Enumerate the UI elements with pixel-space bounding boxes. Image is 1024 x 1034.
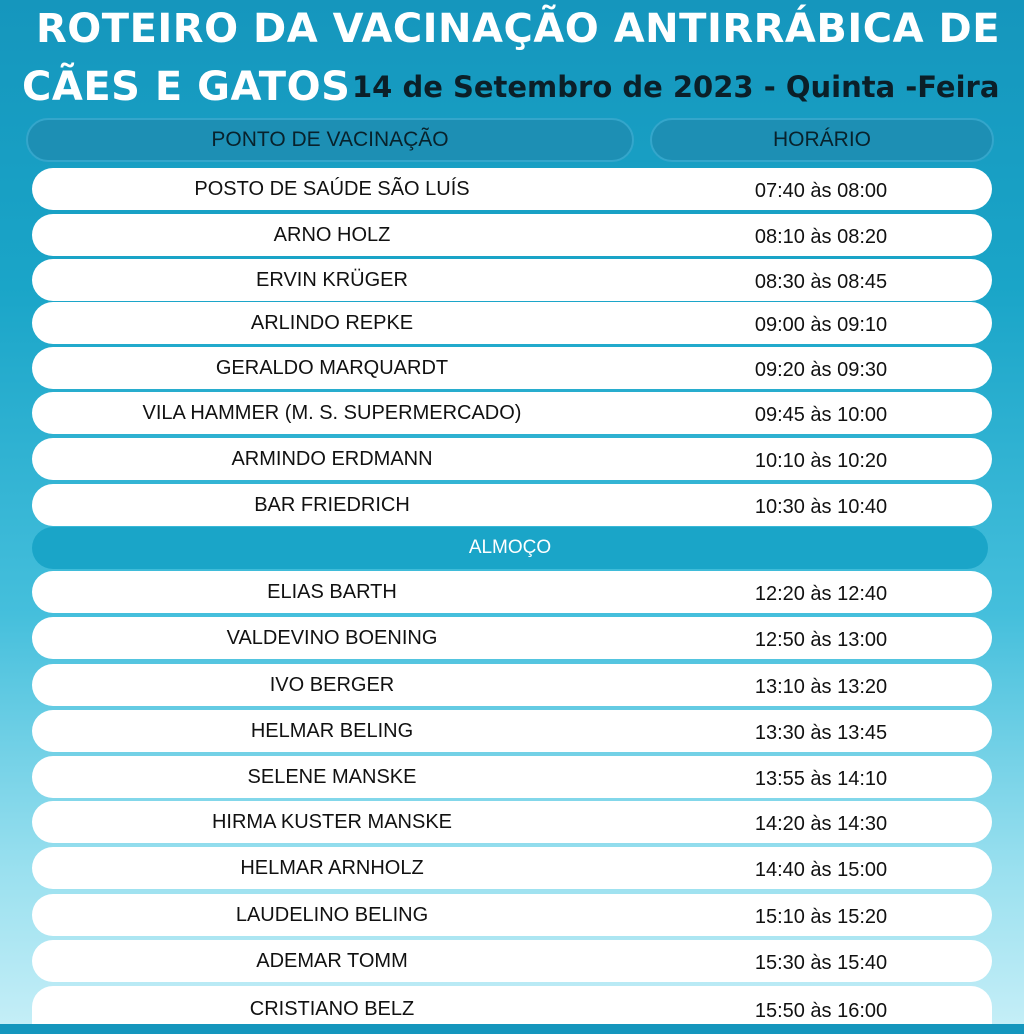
table-row (32, 438, 992, 480)
row-time: 10:10 às 10:20 (754, 449, 888, 472)
table-row (32, 847, 992, 889)
table-row (32, 168, 992, 210)
table-row (32, 302, 992, 344)
schedule-date: 14 de Setembro de 2023 - Quinta -Feira (352, 70, 1000, 104)
row-place: POSTO DE SAÚDE SÃO LUÍS (194, 177, 470, 200)
row-time: 15:50 às 16:00 (754, 999, 888, 1022)
row-time: 13:55 às 14:10 (754, 767, 888, 790)
row-time: 14:40 às 15:00 (754, 858, 888, 881)
row-place: HELMAR BELING (250, 719, 414, 742)
table-row (32, 259, 992, 301)
column-header-place: PONTO DE VACINAÇÃO (26, 118, 634, 162)
row-time: 09:00 às 09:10 (754, 313, 888, 336)
table-row (32, 484, 992, 526)
lunch-break-row: ALMOÇO (32, 527, 988, 569)
row-place: HELMAR ARNHOLZ (240, 856, 424, 879)
table-row (32, 214, 992, 256)
row-place: LAUDELINO BELING (235, 903, 429, 926)
table-row (32, 571, 992, 613)
row-place: ARNO HOLZ (273, 223, 391, 246)
row-place: VILA HAMMER (M. S. SUPERMERCADO) (142, 401, 522, 424)
row-time: 15:10 às 15:20 (754, 905, 888, 928)
row-place: ARLINDO REPKE (250, 311, 414, 334)
row-time: 09:45 às 10:00 (754, 403, 888, 426)
row-place: ARMINDO ERDMANN (231, 447, 433, 470)
table-row (32, 756, 992, 798)
row-time: 07:40 às 08:00 (754, 179, 888, 202)
table-row (32, 710, 992, 752)
table-row (32, 664, 992, 706)
column-header-time: HORÁRIO (650, 118, 994, 162)
row-time: 14:20 às 14:30 (754, 812, 888, 835)
table-row (32, 801, 992, 843)
row-place: GERALDO MARQUARDT (215, 356, 449, 379)
row-time: 13:10 às 13:20 (754, 675, 888, 698)
table-row (32, 940, 992, 982)
row-place: ELIAS BARTH (267, 580, 397, 603)
row-place: SELENE MANSKE (247, 765, 417, 788)
table-row (32, 392, 992, 434)
row-time: 12:20 às 12:40 (754, 582, 888, 605)
row-place: VALDEVINO BOENING (226, 626, 438, 649)
row-time: 09:20 às 09:30 (754, 358, 888, 381)
row-time: 08:10 às 08:20 (754, 225, 888, 248)
table-row (32, 347, 992, 389)
table-row (32, 894, 992, 936)
row-time: 13:30 às 13:45 (754, 721, 888, 744)
row-time: 08:30 às 08:45 (754, 270, 888, 293)
title-line-2: CÃES E GATOS (22, 64, 351, 110)
row-place: IVO BERGER (269, 673, 395, 696)
row-time: 10:30 às 10:40 (754, 495, 888, 518)
title-line-1: ROTEIRO DA VACINAÇÃO ANTIRRÁBICA DE (36, 6, 1001, 52)
row-place: ADEMAR TOMM (256, 949, 408, 972)
table-row (32, 986, 992, 1024)
row-place: ERVIN KRÜGER (256, 268, 408, 291)
row-place: HIRMA KUSTER MANSKE (211, 810, 453, 833)
table-row (32, 617, 992, 659)
row-time: 15:30 às 15:40 (754, 951, 888, 974)
row-place: CRISTIANO BELZ (249, 997, 415, 1020)
row-place: BAR FRIEDRICH (254, 493, 410, 516)
row-time: 12:50 às 13:00 (754, 628, 888, 651)
